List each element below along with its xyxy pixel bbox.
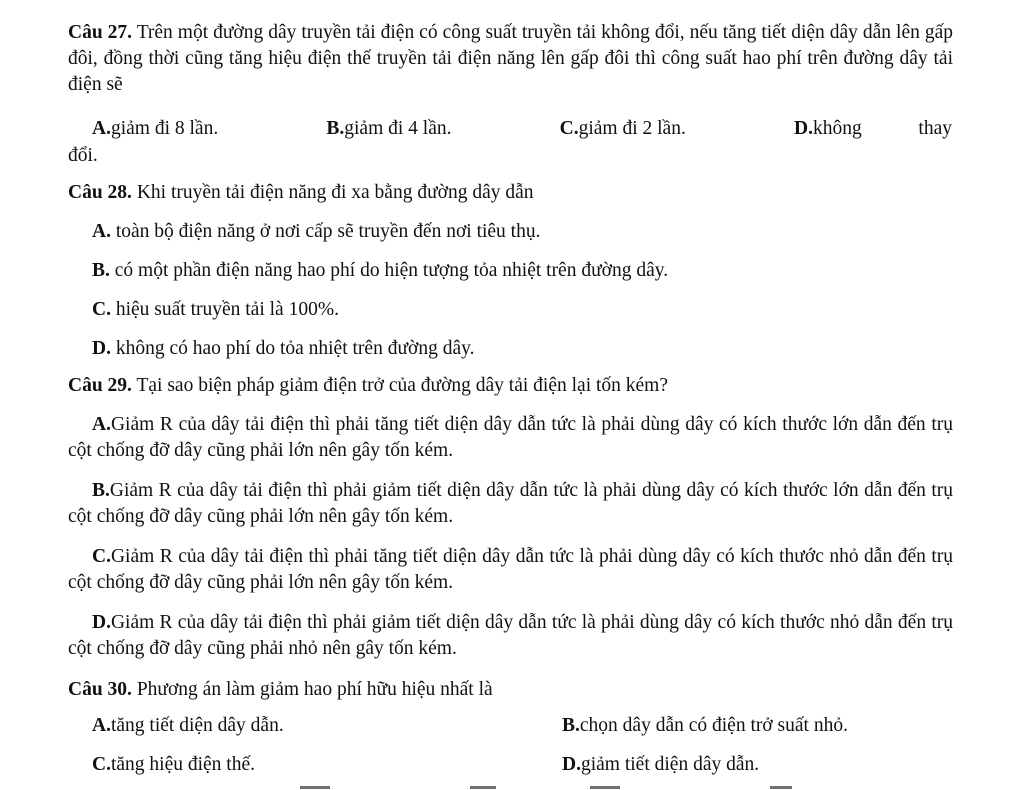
option-b: B.giảm đi 4 lần. [326, 118, 452, 139]
question-number: Câu 27. [68, 22, 133, 43]
question-text: Trên một đường dây truyền tải điện có công suất truyền tải không đổi, nếu tăng tiết diện dây dẫn lên gấp đôi, đồng thời cũng tăng hiệu điện thế truyền tải điện năng lên gấp đôi thì công suất hao phí trên đường dây tải điện sẽ [68, 22, 953, 95]
cropped-next-line [0, 782, 1024, 790]
question-29 [68, 373, 953, 399]
option-a: A.tăng tiết diện dây dẫn. [92, 715, 284, 736]
option-a: A. toàn bộ điện năng ở nơi cấp sẽ truyền đến nơi tiêu thụ. [92, 221, 541, 242]
option-c: C. hiệu suất truyền tải là 100%. [92, 299, 339, 320]
question-30 [68, 677, 953, 703]
question-number: Câu 28. [68, 182, 132, 203]
option-d: D.Giảm R của dây tải điện thì phải giảm tiết diện dây dẫn tức là phải dùng dây có kích thước nhỏ dẫn đến trụ cột chống đỡ dây cũng phải nhỏ nên gây tốn kém. [68, 612, 953, 659]
question-text: Tại sao biện pháp giảm điện trở của đường dây tải điện lại tốn kém? [136, 375, 669, 396]
question-27 [68, 20, 953, 98]
question-number: Câu 29. [68, 375, 132, 396]
option-c: C.tăng hiệu điện thế. [92, 754, 256, 775]
option-a: A.giảm đi 8 lần. [92, 118, 219, 139]
option-c: C.giảm đi 2 lần. [559, 118, 686, 139]
option-d-continuation: đổi. [68, 145, 98, 166]
question-28 [68, 180, 953, 206]
option-d: D.giảm tiết diện dây dẫn. [562, 754, 760, 775]
option-d: D.không thay [794, 118, 952, 139]
option-d: D. không có hao phí do tỏa nhiệt trên đường dây. [92, 338, 475, 359]
question-27-options [92, 116, 952, 142]
option-a: A.Giảm R của dây tải điện thì phải tăng tiết diện dây dẫn tức là phải dùng dây có kích thước lớn dẫn đến trụ cột chống đỡ dây cũng phải lớn nên gây tốn kém. [68, 414, 953, 461]
question-text: Khi truyền tải điện năng đi xa bằng đường dây dẫn [136, 182, 534, 203]
option-b: B.Giảm R của dây tải điện thì phải giảm tiết diện dây dẫn tức là phải dùng dây có kích thước lớn dẫn đến trụ cột chống đỡ dây cũng phải lớn nên gây tốn kém. [68, 480, 953, 527]
option-b: B. có một phần điện năng hao phí do hiện tượng tỏa nhiệt trên đường dây. [92, 260, 669, 281]
option-c: C.Giảm R của dây tải điện thì phải tăng tiết diện dây dẫn tức là phải dùng dây có kích thước nhỏ dẫn đến trụ cột chống đỡ dây cũng phải lớn nên gây tốn kém. [68, 546, 953, 593]
question-text: Phương án làm giảm hao phí hữu hiệu nhất là [136, 679, 493, 700]
option-b: B.chọn dây dẫn có điện trở suất nhỏ. [562, 715, 848, 736]
question-number: Câu 30. [68, 679, 132, 700]
